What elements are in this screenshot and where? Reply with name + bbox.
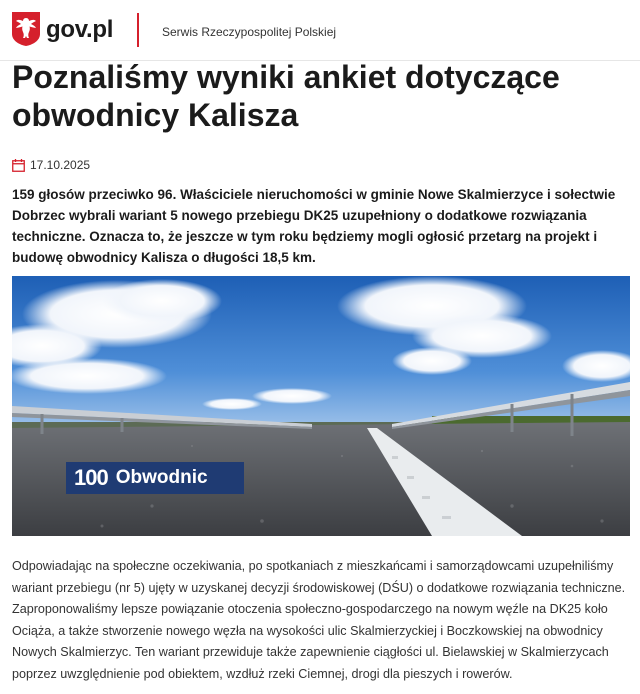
polish-eagle-icon[interactable] [12,12,40,46]
badge-number: 100 [74,465,108,490]
service-name: Serwis Rzeczypospolitej Polskiej [162,25,337,39]
site-header [0,0,640,61]
article-body: Odpowiadając na społeczne oczekiwania, po spotkaniach z mieszkańcami i samorządowcami uzupełniliśmy wariant przebiegu (nr 5) ujęty w uzyskanej decyzji środowiskowej (DŚU) o dodatkowe rozwiązania techniczne. Zaproponowaliśmy lepsze powiązanie otoczenia społeczno-gospodarczego na nowym węźle na DK25 koło Ociąża, a także stworzenie nowego węzła na wysokości ulic Skalmierzyckiej i Boczkowskiej na obwodnicy Nowych Skalmierzyc. Ten wariant przewiduje także zapewnienie ciągłości ul. Bielawskiej w Skalmierzycach poprzez uwzględnienie pod obiektem, wzdłuż rzeki Ciemnej, drogi dla pieszych i rowerów. [12,559,626,681]
header-divider [137,13,139,47]
road-photo-image [12,276,630,536]
road-photo [12,276,630,536]
brand-name[interactable]: gov.pl [46,16,114,43]
page-title: Poznaliśmy wyniki ankiet dotyczące obwodnicy Kalisza [12,59,560,133]
article-lead: 159 głosów przeciwko 96. Właściciele nieruchomości w gminie Nowe Skalmierzyce i sołectwie Dobrzec wybrali wariant 5 nowego przebiegu DK25 uzupełniony o dodatkowe rozwiązania techniczne. Oznacza to, że jeszcze w tym roku będziemy mogli ogłosić przetarg na projekt i budowę obwodnicy Kalisza o długości 18,5 km. [12,187,616,265]
calendar-icon [12,159,25,172]
obwodnic-badge [66,462,244,494]
date-text: 17.10.2025 [30,158,91,172]
badge-text: Obwodnic [115,467,208,488]
